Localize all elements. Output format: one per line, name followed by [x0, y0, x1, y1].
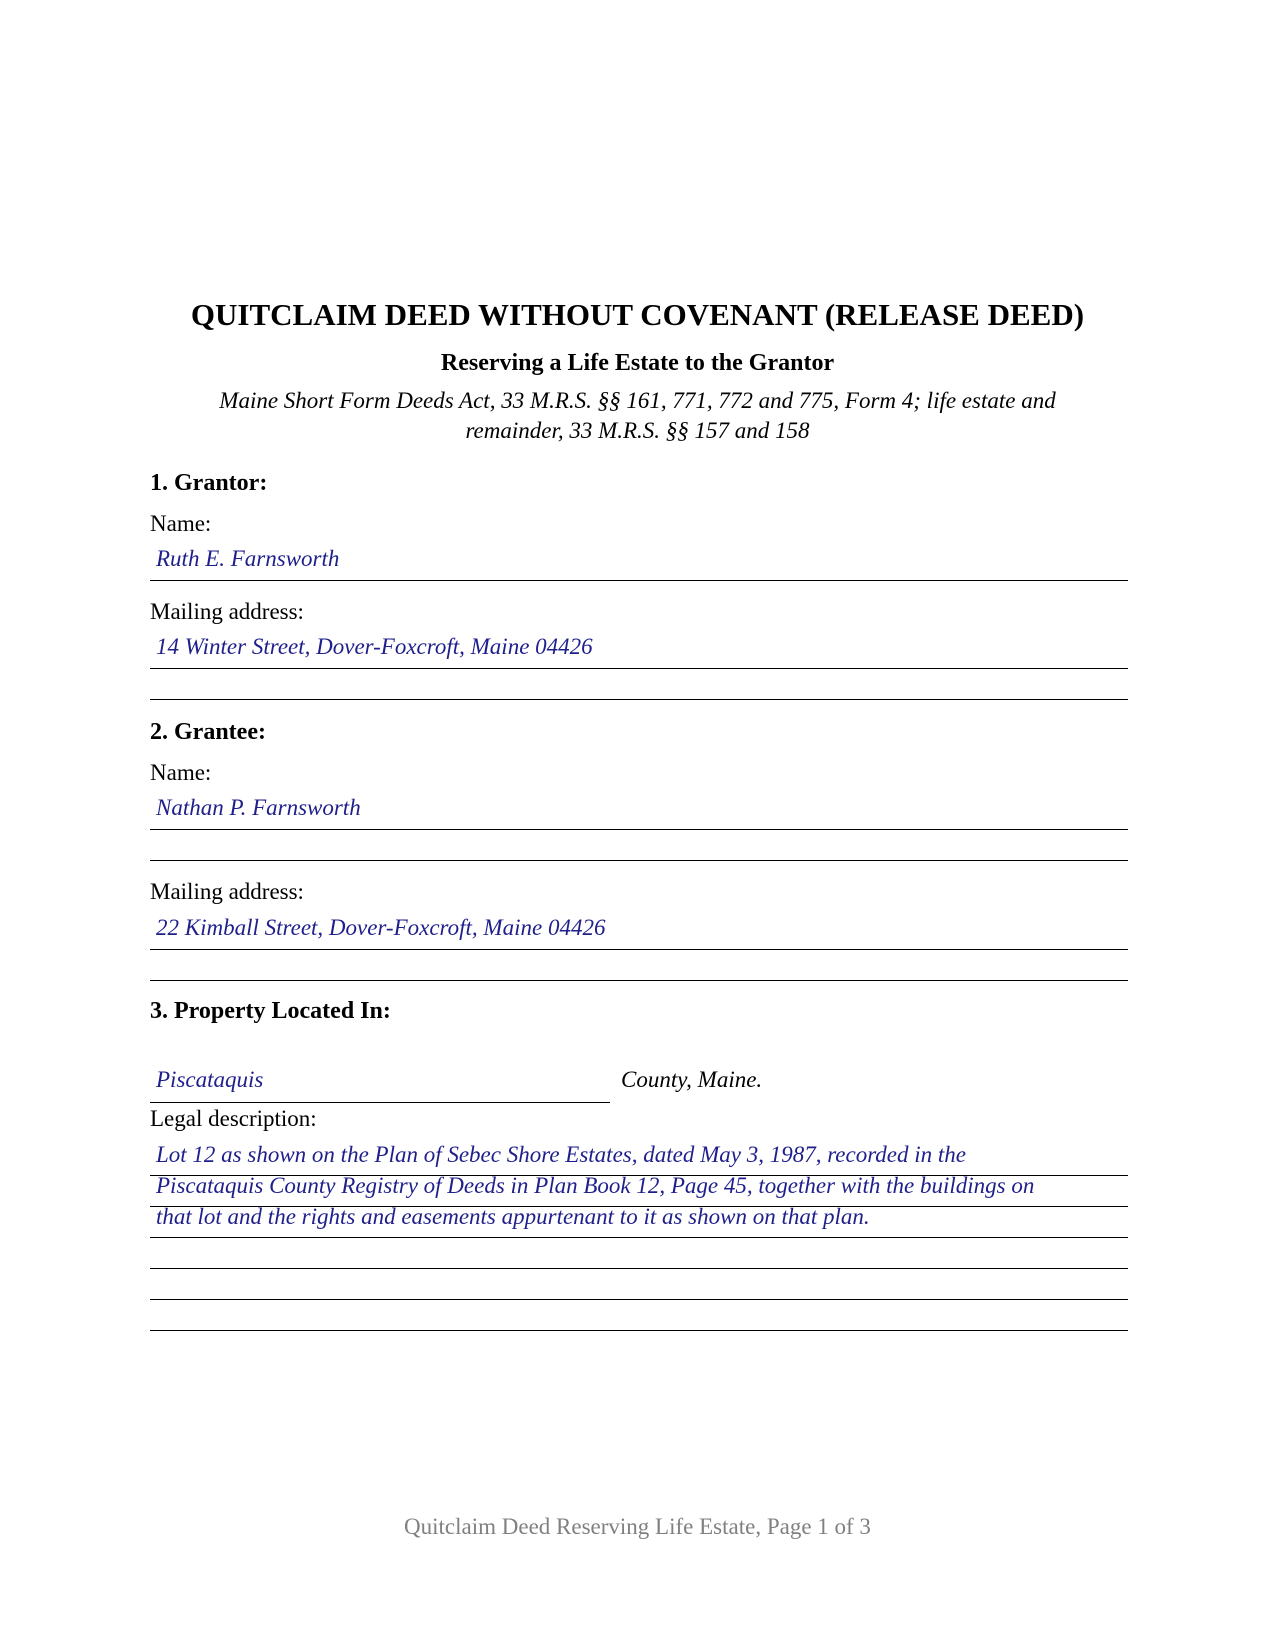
legal-description-underline-3 [150, 1237, 1128, 1238]
document-title: QUITCLAIM DEED WITHOUT COVENANT (RELEASE DEED) [190, 297, 1085, 332]
grantee-name-label: Name: [150, 760, 212, 785]
grantee-address-underline [150, 949, 1128, 950]
statute-citation [0, 386, 1275, 446]
county-suffix: County, Maine. [621, 1067, 763, 1092]
citation-line-2: remainder, 33 M.R.S. §§ 157 and 158 [465, 418, 810, 443]
county-underline [150, 1102, 610, 1103]
grantee-name-field[interactable]: Nathan P. Farnsworth [156, 795, 361, 820]
grantor-name-field[interactable]: Ruth E. Farnsworth [156, 546, 340, 571]
grantee-name-underline-2[interactable] [150, 860, 1128, 861]
citation-line-1: Maine Short Form Deeds Act, 33 M.R.S. §§ 161, 771, 772 and 775, Form 4; life estate and [219, 388, 1056, 413]
grantee-heading: 2. Grantee: [150, 719, 266, 745]
document-subtitle: Reserving a Life Estate to the Grantor [440, 350, 835, 376]
legal-description-label: Legal description: [150, 1106, 317, 1131]
legal-description-underline-5[interactable] [150, 1299, 1128, 1300]
grantor-name-label: Name: [150, 511, 212, 536]
page-footer: Quitclaim Deed Reserving Life Estate, Page 1 of 3 [404, 1514, 871, 1539]
grantor-address-underline-2[interactable] [150, 699, 1128, 700]
legal-description-underline-4[interactable] [150, 1268, 1128, 1269]
grantee-name-underline [150, 829, 1128, 830]
grantee-address-label: Mailing address: [150, 879, 304, 904]
county-field[interactable]: Piscataquis [156, 1067, 264, 1092]
grantor-address-field[interactable]: 14 Winter Street, Dover-Foxcroft, Maine 04426 [156, 634, 593, 659]
grantee-address-field[interactable]: 22 Kimball Street, Dover-Foxcroft, Maine 04426 [156, 915, 606, 940]
legal-description-underline-6[interactable] [150, 1330, 1128, 1331]
grantor-address-underline [150, 668, 1128, 669]
grantee-address-underline-2[interactable] [150, 980, 1128, 981]
grantor-heading: 1. Grantor: [150, 470, 268, 496]
grantor-name-underline [150, 580, 1128, 581]
legal-description-line-3[interactable]: that lot and the rights and easements appurtenant to it as shown on that plan. [156, 1204, 870, 1229]
property-heading: 3. Property Located In: [150, 998, 391, 1024]
grantor-address-label: Mailing address: [150, 599, 304, 624]
legal-description-line-1[interactable]: Lot 12 as shown on the Plan of Sebec Shore Estates, dated May 3, 1987, recorded in the [156, 1142, 966, 1167]
legal-description-line-2[interactable]: Piscataquis County Registry of Deeds in Plan Book 12, Page 45, together with the buildings on [156, 1173, 1035, 1198]
